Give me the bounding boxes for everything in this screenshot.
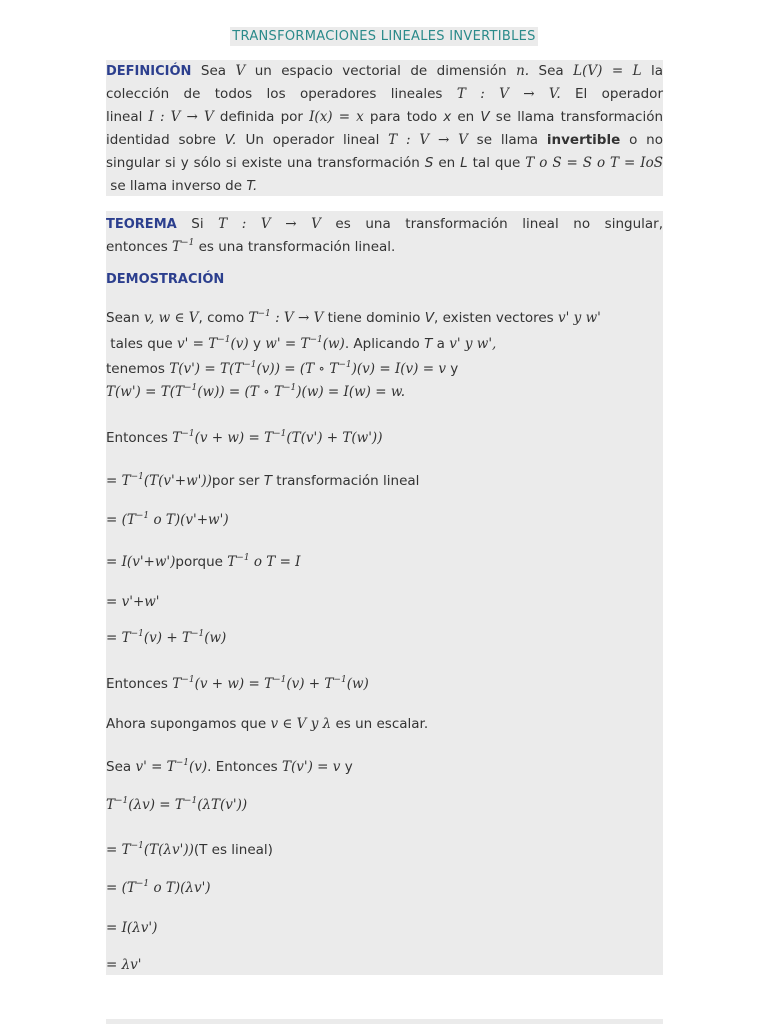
math: T(v') = v bbox=[282, 759, 341, 775]
superscript: −1 bbox=[333, 675, 347, 685]
math: v ∈ V y λ bbox=[270, 716, 332, 732]
text: se llama bbox=[476, 132, 539, 148]
text: identidad sobre bbox=[106, 132, 216, 148]
definition-line-2 bbox=[106, 83, 663, 106]
text: entonces bbox=[106, 239, 168, 255]
superscript: −1 bbox=[130, 629, 144, 639]
math: v' y w' bbox=[558, 310, 601, 326]
math: (T(v') + T(w')) bbox=[286, 430, 383, 446]
text: por ser bbox=[211, 473, 260, 489]
math: T(w') = T(T bbox=[106, 384, 184, 400]
math: = (T bbox=[106, 512, 136, 528]
superscript: −1 bbox=[115, 796, 129, 806]
keyword-invertible: invertible bbox=[546, 132, 621, 148]
math: (w) bbox=[204, 630, 227, 646]
superscript: −1 bbox=[309, 335, 323, 345]
definition-line-5 bbox=[106, 152, 663, 175]
text: Un operador lineal bbox=[245, 132, 380, 148]
text: para todo bbox=[369, 109, 438, 125]
superscript: −1 bbox=[130, 841, 144, 851]
math: (T(v'+w')) bbox=[143, 473, 212, 489]
math: o T = I bbox=[253, 554, 301, 570]
math: L(V) = L bbox=[573, 63, 642, 79]
math: (λv) = T bbox=[128, 797, 184, 813]
proof-line-18 bbox=[106, 954, 142, 977]
proof-line-17 bbox=[106, 917, 157, 940]
text: en bbox=[457, 109, 475, 125]
definition-label: DEFINICIÓN bbox=[106, 64, 192, 79]
math: v' = T bbox=[176, 336, 218, 352]
text: y bbox=[252, 336, 261, 352]
math: T(v') = T(T bbox=[169, 361, 244, 377]
math: (w) bbox=[322, 336, 345, 352]
superscript: −1 bbox=[243, 360, 257, 370]
proof-line-4 bbox=[106, 381, 405, 404]
page-title-wrap bbox=[0, 25, 768, 46]
text: . Aplicando bbox=[344, 336, 420, 352]
math: = T bbox=[106, 630, 131, 646]
math: (v + w) = T bbox=[194, 430, 274, 446]
math: = λv' bbox=[106, 957, 142, 973]
text: y bbox=[450, 361, 459, 377]
text: Ahora supongamos que bbox=[106, 716, 267, 732]
text: un espacio vectorial de dimensión bbox=[254, 63, 507, 79]
proof-line-1 bbox=[106, 307, 601, 330]
superscript: −1 bbox=[183, 796, 198, 806]
text: a bbox=[436, 336, 445, 352]
math: o T)(λv') bbox=[153, 880, 211, 896]
superscript: −1 bbox=[273, 675, 287, 685]
math: = T bbox=[106, 473, 131, 489]
text: y bbox=[344, 759, 353, 775]
text: se llama inverso de bbox=[110, 178, 243, 194]
math: = I(v'+w') bbox=[106, 554, 176, 570]
math: )(w) = I(w) = w. bbox=[296, 384, 406, 400]
text: singular si y sólo si existe una transformación bbox=[106, 155, 420, 171]
superscript: −1 bbox=[181, 238, 195, 248]
math: T. bbox=[246, 178, 258, 194]
superscript: −1 bbox=[283, 383, 297, 393]
math: v, w ∈ V bbox=[144, 310, 199, 326]
superscript: −1 bbox=[181, 429, 195, 439]
proof-line-9 bbox=[106, 591, 160, 614]
text: o no bbox=[629, 132, 663, 148]
text: Entonces bbox=[106, 676, 168, 692]
math: x bbox=[443, 109, 452, 125]
theorem-label: TEOREMA bbox=[106, 217, 177, 232]
superscript: −1 bbox=[217, 335, 231, 345]
proof-line-6 bbox=[106, 470, 419, 493]
math: V bbox=[424, 310, 434, 326]
proof-line-12 bbox=[106, 713, 428, 736]
theorem-proof-box bbox=[106, 211, 663, 975]
proof-line-5 bbox=[106, 427, 382, 450]
math: V. bbox=[224, 132, 237, 148]
math: T bbox=[172, 430, 182, 446]
math: V bbox=[480, 109, 490, 125]
text: , como bbox=[198, 310, 245, 326]
definition-line-3 bbox=[106, 106, 663, 129]
proof-line-10 bbox=[106, 627, 226, 650]
math: I : V → V bbox=[148, 109, 214, 125]
proof-line-3 bbox=[106, 358, 458, 381]
text: transformación lineal bbox=[276, 473, 420, 489]
math: S bbox=[424, 155, 434, 171]
text: Entonces bbox=[106, 430, 168, 446]
definition-box bbox=[106, 60, 663, 196]
math: (v) + T bbox=[143, 630, 191, 646]
math: w' = T bbox=[265, 336, 310, 352]
superscript: −1 bbox=[338, 360, 352, 370]
text: tal que bbox=[472, 155, 521, 171]
math: T o S = S o T = IoS bbox=[525, 155, 663, 171]
text: (T es lineal) bbox=[193, 842, 273, 858]
superscript: −1 bbox=[130, 472, 144, 482]
text: Sea bbox=[106, 759, 132, 775]
definition-line-6 bbox=[106, 175, 663, 198]
math: T bbox=[172, 239, 182, 255]
text: en bbox=[438, 155, 456, 171]
text: colección de todos los operadores lineales bbox=[106, 86, 443, 102]
math: T : V → V bbox=[388, 132, 468, 148]
next-block-edge bbox=[106, 1019, 663, 1024]
math: n. bbox=[516, 63, 530, 79]
math: T bbox=[172, 676, 182, 692]
text: Sean bbox=[106, 310, 140, 326]
math: L bbox=[460, 155, 468, 171]
math: T : V → V bbox=[218, 216, 321, 232]
page-title: TRANSFORMACIONES LINEALES INVERTIBLES bbox=[232, 29, 536, 44]
proof-line-16 bbox=[106, 877, 211, 900]
proof-line-7 bbox=[106, 509, 229, 532]
math: I(x) = x bbox=[309, 109, 364, 125]
proof-line-11 bbox=[106, 673, 369, 696]
proof-label: DEMOSTRACIÓN bbox=[106, 272, 225, 287]
definition-line-4 bbox=[106, 129, 663, 152]
superscript: −1 bbox=[183, 383, 198, 393]
math: (T(λv')) bbox=[143, 842, 194, 858]
math: V bbox=[235, 63, 246, 79]
text: tiene dominio bbox=[327, 310, 421, 326]
math: (λT(v')) bbox=[197, 797, 248, 813]
text: es un escalar. bbox=[335, 716, 429, 732]
math: T bbox=[248, 310, 258, 326]
math: : V → V bbox=[275, 310, 324, 326]
text: , existen vectores bbox=[433, 310, 554, 326]
text: definida por bbox=[219, 109, 303, 125]
text: se llama transformación bbox=[495, 109, 664, 125]
text: porque bbox=[175, 554, 223, 570]
superscript: −1 bbox=[135, 511, 150, 521]
proof-line-2 bbox=[106, 333, 496, 356]
text: la bbox=[651, 63, 664, 79]
math: (v) + T bbox=[286, 676, 334, 692]
math: = I(λv') bbox=[106, 920, 158, 936]
text: tenemos bbox=[106, 361, 165, 377]
math: = T bbox=[106, 842, 131, 858]
math: T bbox=[227, 554, 237, 570]
theorem-line-1 bbox=[106, 213, 663, 236]
superscript: −1 bbox=[257, 309, 271, 319]
math: (v + w) = T bbox=[194, 676, 274, 692]
text: tales que bbox=[110, 336, 173, 352]
math: v' y w', bbox=[449, 336, 497, 352]
math: T bbox=[424, 336, 433, 352]
superscript: −1 bbox=[181, 675, 195, 685]
math: T bbox=[263, 473, 272, 489]
math: (w) bbox=[346, 676, 369, 692]
text: lineal bbox=[106, 109, 143, 125]
math: = v'+w' bbox=[106, 594, 160, 610]
superscript: −1 bbox=[273, 429, 287, 439]
text: . Entonces bbox=[207, 759, 278, 775]
text: es una transformación lineal. bbox=[198, 239, 396, 255]
superscript: −1 bbox=[175, 758, 189, 768]
text: Sea bbox=[538, 63, 564, 79]
math: (v)) = (T ∘ T bbox=[256, 361, 339, 377]
text: Sea bbox=[200, 63, 227, 79]
math: (w)) = (T ∘ T bbox=[197, 384, 283, 400]
proof-line-14 bbox=[106, 794, 247, 817]
superscript: −1 bbox=[135, 879, 150, 889]
text: El operador bbox=[575, 86, 663, 102]
proof-line-8 bbox=[106, 551, 301, 574]
math: (v) bbox=[188, 759, 208, 775]
proof-line-15 bbox=[106, 839, 273, 862]
math: (v) bbox=[230, 336, 249, 352]
text: es una transformación lineal no singular, bbox=[335, 216, 663, 232]
math: v' = T bbox=[135, 759, 176, 775]
math: T bbox=[106, 797, 116, 813]
proof-line-13 bbox=[106, 756, 353, 779]
math: )(v) = I(v) = v bbox=[351, 361, 446, 377]
definition-line-1 bbox=[106, 60, 663, 83]
proof-label-line bbox=[106, 268, 224, 291]
math: o T)(v'+w') bbox=[153, 512, 229, 528]
math: = (T bbox=[106, 880, 136, 896]
theorem-line-2 bbox=[106, 236, 663, 259]
superscript: −1 bbox=[190, 629, 205, 639]
superscript: −1 bbox=[236, 553, 250, 563]
math: T : V → V. bbox=[456, 86, 561, 102]
text: Si bbox=[191, 216, 204, 232]
